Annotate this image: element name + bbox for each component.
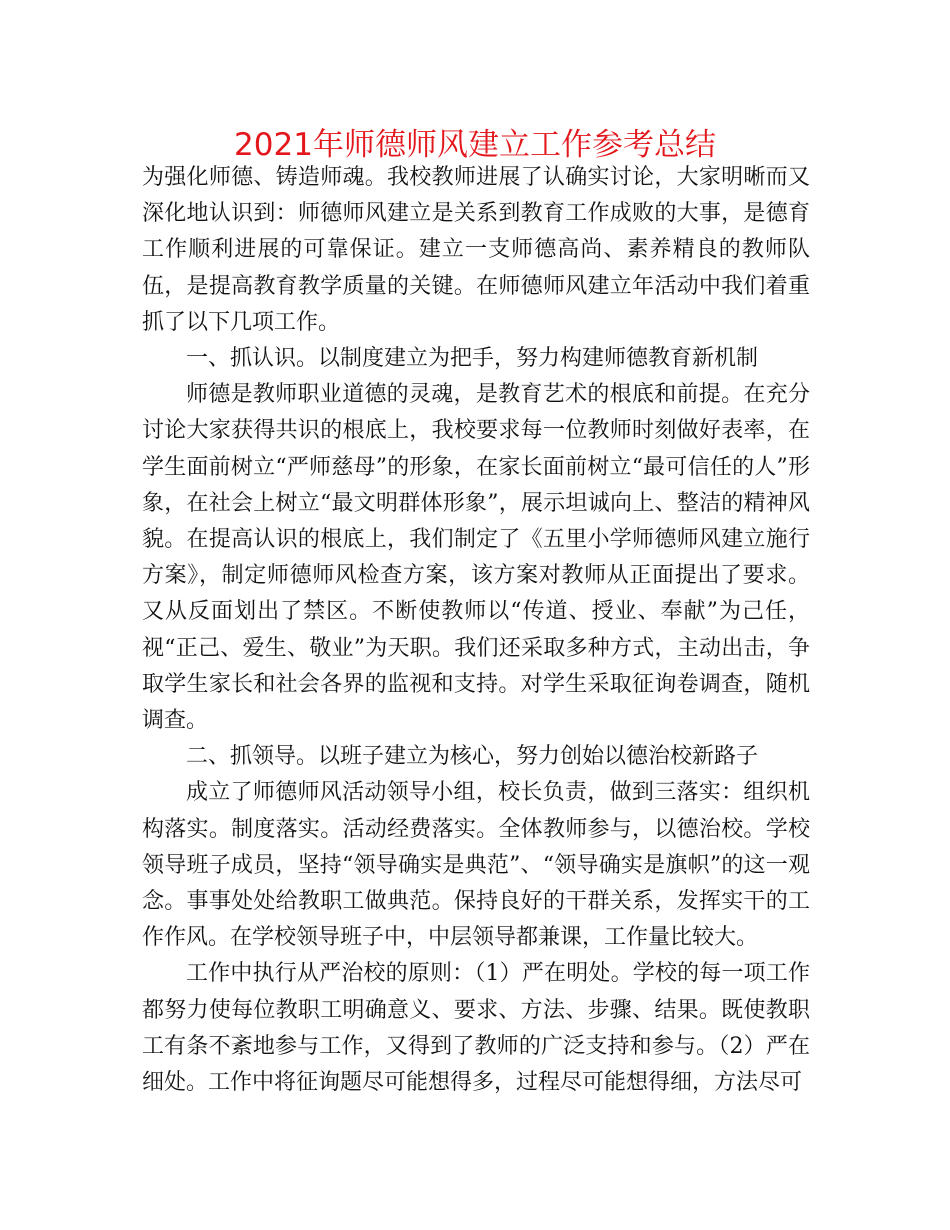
- section-paragraph-3: 工作中执行从严治校的原则：（1）严在明处。学校的每一项工作都努力使每位教职工明确意义、要求、方法、步骤、结果。既使教职工有条不紊地参与工作，又得到了教师的广泛支持和参与。（2）严在细处。工作中将征询题尽可能想得多，过程尽可能想得细，方法尽可: [142, 961, 810, 1096]
- section-heading-1: 一、抓认识。以制度建立为把手，努力构建师德教育新机制: [186, 346, 759, 372]
- section-paragraph-2: 成立了师德师风活动领导小组，校长负责，做到三落实：组织机构落实。制度落实。活动经费落实。全体教师参与，以德治校。学校领导班子成员，坚持“领导确实是典范”、“领导确实是旗帜”的这一观念。事事处处给教职工做典范。保持良好的干群关系，发挥实干的工作作风。在学校领导班子中，中层领导都兼课，工作量比较大。: [142, 780, 810, 951]
- intro-paragraph: 为强化师德、铸造师魂。我校教师进展了认确实讨论，大家明晰而又深化地认识到：师德师风建立是关系到教育工作成败的大事，是德育工作顺利进展的可靠保证。建立一支师德高尚、素养精良的教师队伍，是提高教育教学质量的关键。在师德师风建立年活动中我们着重抓了以下几项工作。: [142, 165, 810, 335]
- section-heading-2: 二、抓领导。以班子建立为核心，努力创始以德治校新路子: [186, 744, 759, 770]
- section-paragraph-1: 师德是教师职业道德的灵魂，是教育艺术的根底和前提。在充分讨论大家获得共识的根底上，我校要求每一位教师时刻做好表率，在学生面前树立“严师慈母”的形象，在家长面前树立“最可信任的人”形象，在社会上树立“最文明群体形象”，展示坦诚向上、整洁的精神风貌。在提高认识的根底上，我们制定了《五里小学师德师风建立施行方案》，制定师德师风检查方案，该方案对教师从正面提出了要求。又从反面划出了禁区。不断使教师以“传道、授业、奉献”为己任，视“正己、爱生、敬业”为天职。我们还采取多种方式，主动出击，争取学生家长和社会各界的监视和支持。对学生采取征询卷调查，随机调查。: [142, 382, 810, 734]
- document-body: [142, 160, 810, 1101]
- document-title: 2021年师德师风建立工作参考总结: [234, 127, 716, 163]
